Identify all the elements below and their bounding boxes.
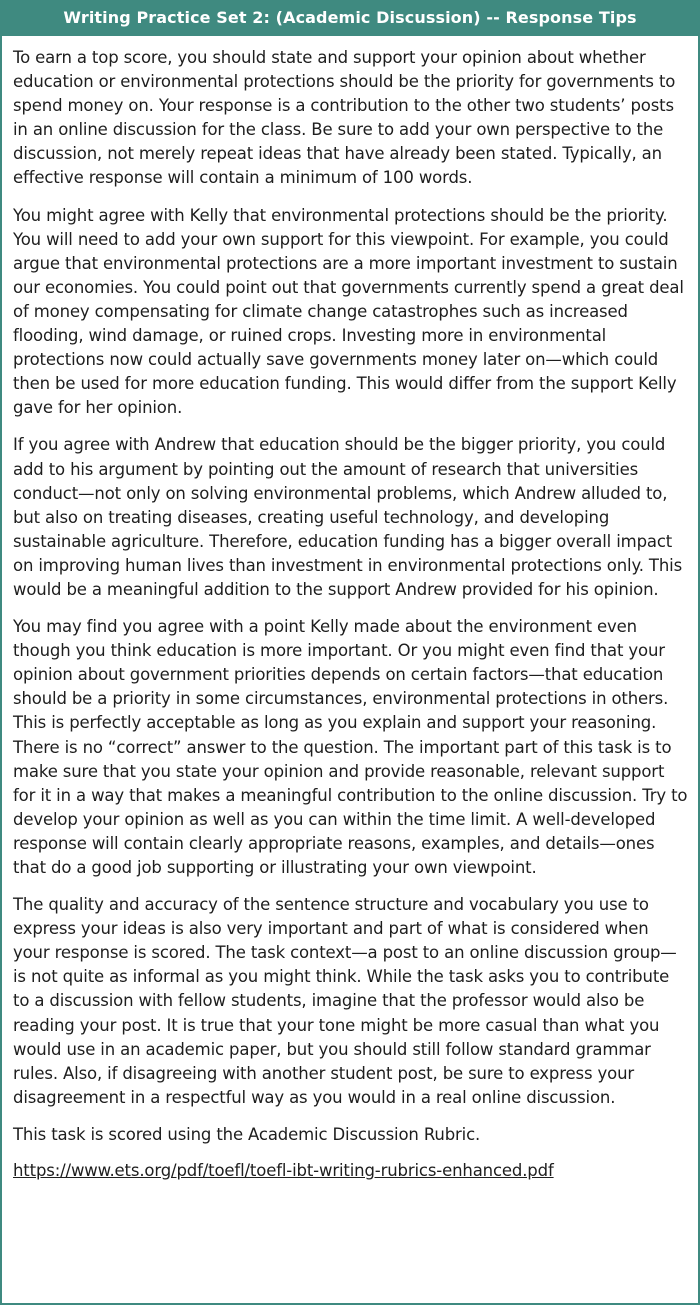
- tips-content: [2, 36, 698, 1183]
- tip-paragraph-1: To earn a top score, you should state and support your opinion about whether education or environmental protections should be the priority for governments to spend money on. Your response is a contribution to the other two students’ posts in an online discussion for the class. Be sure to add your own perspective to the discussion, not merely repeat ideas that have already been stated. Typically, an effective response will contain a minimum of 100 words.: [13, 48, 676, 188]
- rubric-link[interactable]: https://www.ets.org/pdf/toefl/toefl-ibt-writing-rubrics-enhanced.pdf: [13, 1161, 554, 1181]
- tip-paragraph-5: The quality and accuracy of the sentence structure and vocabulary you use to express your ideas is also very important and part of what is considered when your response is scored. The task context—a post to an online discussion group—is not quite as informal as you might think. While the task asks you to contribute to a discussion with fellow students, imagine that the professor would also be reading your post. It is true that your tone might be more casual than what you would use in an academic paper, but you should still follow standard grammar rules. Also, if disagreeing with another student post, be sure to express your disagreement in a respectful way as you would in a real online discussion.: [13, 895, 677, 1107]
- page-title: Writing Practice Set 2: (Academic Discussion) -- Response Tips: [2, 0, 698, 36]
- tip-paragraph-2: You might agree with Kelly that environmental protections should be the priority. You will need to add your own support for this viewpoint. For example, you could argue that environmental protections are a more important investment to sustain our economies. You could point out that governments currently spend a great deal of money compensating for climate change catastrophes such as increased flooding, wind damage, or ruined crops. Investing more in environmental protections now could actually save governments money later on—which could then be used for more education funding. This would differ from the support Kelly gave for her opinion.: [13, 205, 684, 418]
- rubric-note: This task is scored using the Academic Discussion Rubric.: [13, 1124, 481, 1144]
- tip-paragraph-3: If you agree with Andrew that education should be the bigger priority, you could add to his argument by pointing out the amount of research that universities conduct—not only on solving environmental problems, which Andrew alluded to, but also on treating diseases, creating useful technology, and developing sustainable agriculture. Therefore, education funding has a bigger overall impact on improving human lives than investment in environmental protections only. This would be a meaningful addition to the support Andrew provided for his opinion.: [13, 435, 683, 599]
- tip-paragraph-4: You may find you agree with a point Kelly made about the environment even though you think education is more important. Or you might even find that your opinion about government priorities depends on certain factors—that education should be a priority in some circumstances, environmental protections in others. This is perfectly acceptable as long as you explain and support your reasoning. There is no “correct” answer to the question. The important part of this task is to make sure that you state your opinion and provide reasonable, relevant support for it in a way that makes a meaningful contribution to the online discussion. Try to develop your opinion as well as you can within the time limit. A well-developed response will contain clearly appropriate reasons, examples, and details—ones that do a good job supporting or illustrating your own viewpoint.: [13, 617, 688, 877]
